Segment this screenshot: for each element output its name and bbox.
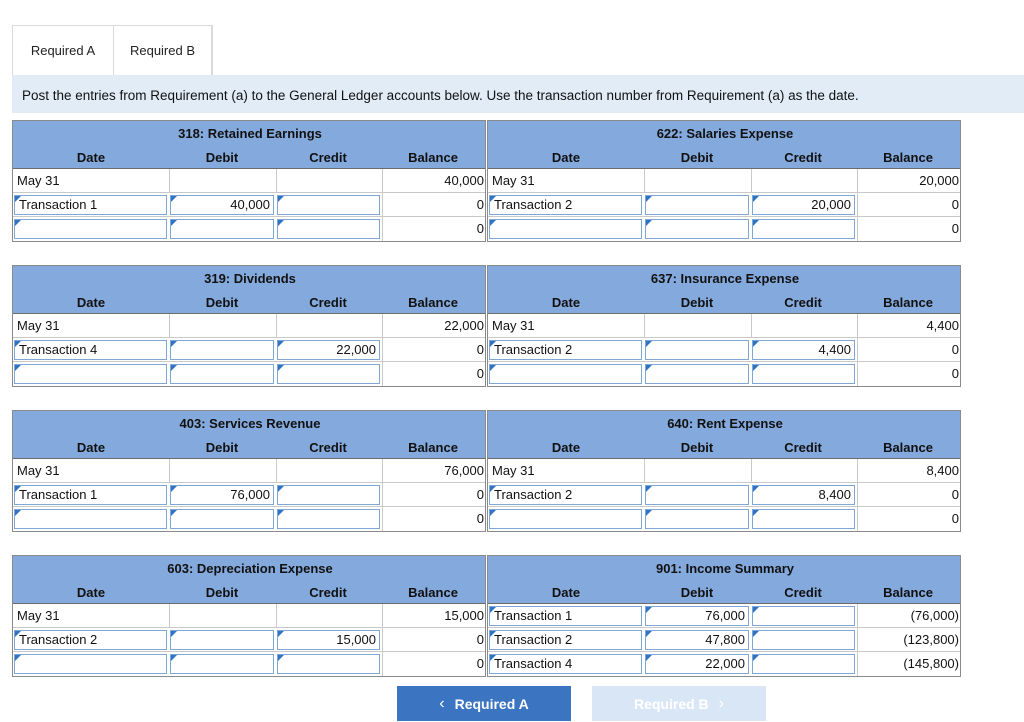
balance-cell: 8,400 <box>857 459 962 483</box>
balance-cell: 0 <box>382 483 487 507</box>
col-header-balance: Balance <box>408 150 458 165</box>
credit-cell <box>751 459 857 483</box>
date-input[interactable]: Transaction 4 <box>489 654 642 674</box>
col-header-date: Date <box>76 150 106 165</box>
col-header-debit: Debit <box>205 585 239 600</box>
date-input[interactable] <box>14 364 167 384</box>
balance-cell: 0 <box>382 652 487 676</box>
credit-input[interactable]: 4,400 <box>752 340 855 360</box>
col-header-date: Date <box>551 150 581 165</box>
col-header-debit: Debit <box>205 150 239 165</box>
ledger-row <box>488 483 960 507</box>
credit-cell <box>276 604 382 628</box>
balance-cell: 0 <box>857 507 962 531</box>
balance-cell: 0 <box>857 217 962 241</box>
col-header-debit: Debit <box>680 150 714 165</box>
credit-input[interactable] <box>277 509 380 529</box>
balance-cell: 0 <box>382 362 487 386</box>
credit-cell <box>276 459 382 483</box>
balance-cell: 4,400 <box>857 314 962 338</box>
col-header-balance: Balance <box>883 295 933 310</box>
credit-input[interactable]: 22,000 <box>277 340 380 360</box>
date-input[interactable]: Transaction 1 <box>489 606 642 626</box>
date-cell: May 31 <box>17 318 60 333</box>
ledger-account <box>12 120 486 242</box>
date-input[interactable]: Transaction 2 <box>14 630 167 650</box>
ledger-row <box>13 217 485 241</box>
ledger-row <box>488 338 960 362</box>
balance-cell: 0 <box>382 217 487 241</box>
col-header-credit: Credit <box>309 295 347 310</box>
ledger-rows <box>488 604 960 676</box>
ledger-header <box>488 266 960 314</box>
ledger-header <box>488 411 960 459</box>
ledger-row <box>13 314 485 338</box>
credit-input[interactable] <box>277 219 380 239</box>
credit-input[interactable] <box>752 630 855 650</box>
date-cell: May 31 <box>17 608 60 623</box>
ledger-rows <box>13 314 485 386</box>
ledger-header <box>13 121 485 169</box>
debit-input[interactable]: 47,800 <box>645 630 749 650</box>
date-input[interactable]: Transaction 2 <box>489 340 642 360</box>
tab-required-a[interactable]: Required A <box>12 25 113 75</box>
credit-input[interactable] <box>752 219 855 239</box>
ledger-row <box>13 507 485 531</box>
ledger-account <box>12 555 486 677</box>
date-input[interactable]: Transaction 4 <box>14 340 167 360</box>
ledger-row <box>488 604 960 628</box>
debit-cell <box>169 169 276 193</box>
ledger-row <box>13 362 485 386</box>
ledger-row <box>488 459 960 483</box>
debit-input[interactable] <box>645 485 749 505</box>
credit-cell <box>751 314 857 338</box>
col-header-credit: Credit <box>309 440 347 455</box>
credit-input[interactable] <box>752 364 855 384</box>
balance-cell: 0 <box>857 338 962 362</box>
col-header-credit: Credit <box>784 440 822 455</box>
debit-input[interactable] <box>170 364 274 384</box>
date-cell: May 31 <box>492 318 535 333</box>
ledger-row <box>13 483 485 507</box>
col-header-date: Date <box>76 440 106 455</box>
date-input[interactable] <box>489 509 642 529</box>
debit-input[interactable] <box>170 219 274 239</box>
ledger-rows <box>13 459 485 531</box>
debit-input[interactable] <box>170 340 274 360</box>
credit-input[interactable]: 15,000 <box>277 630 380 650</box>
col-header-credit: Credit <box>784 150 822 165</box>
balance-cell: 76,000 <box>382 459 487 483</box>
debit-input[interactable] <box>645 364 749 384</box>
credit-cell <box>751 169 857 193</box>
ledger-row <box>13 628 485 652</box>
debit-input[interactable] <box>170 654 274 674</box>
balance-cell: 0 <box>382 507 487 531</box>
col-header-date: Date <box>76 585 106 600</box>
debit-cell <box>169 459 276 483</box>
ledger-row <box>488 169 960 193</box>
debit-input[interactable] <box>645 340 749 360</box>
credit-input[interactable]: 20,000 <box>752 195 855 215</box>
ledger-rows <box>488 314 960 386</box>
ledger-title: 403: Services Revenue <box>179 416 321 431</box>
ledger-rows <box>488 459 960 531</box>
col-header-date: Date <box>551 440 581 455</box>
col-header-balance: Balance <box>883 585 933 600</box>
ledger-title: 319: Dividends <box>204 271 296 286</box>
ledger-title: 622: Salaries Expense <box>656 126 794 141</box>
col-header-balance: Balance <box>883 150 933 165</box>
col-header-date: Date <box>551 585 581 600</box>
date-input[interactable] <box>489 364 642 384</box>
col-header-debit: Debit <box>680 295 714 310</box>
required-a-button[interactable] <box>397 686 571 721</box>
credit-input[interactable] <box>752 606 855 626</box>
ledger-row <box>488 652 960 676</box>
date-input[interactable] <box>14 509 167 529</box>
ledger-account <box>487 120 961 242</box>
balance-cell: 0 <box>382 628 487 652</box>
col-header-date: Date <box>551 295 581 310</box>
debit-input[interactable]: 40,000 <box>170 195 274 215</box>
credit-input[interactable] <box>277 195 380 215</box>
date-cell: May 31 <box>17 173 60 188</box>
balance-cell: (145,800) <box>857 652 962 676</box>
balance-cell: (76,000) <box>857 604 962 628</box>
ledger-title: 637: Insurance Expense <box>650 271 800 286</box>
debit-input[interactable] <box>645 509 749 529</box>
ledger-header <box>488 121 960 169</box>
ledger-title: 640: Rent Expense <box>667 416 783 431</box>
balance-cell: 0 <box>857 362 962 386</box>
col-header-balance: Balance <box>883 440 933 455</box>
tab-required-b[interactable]: Required B <box>113 25 212 75</box>
credit-input[interactable]: 8,400 <box>752 485 855 505</box>
col-header-debit: Debit <box>205 295 239 310</box>
ledger-row <box>13 652 485 676</box>
ledger-row <box>488 314 960 338</box>
col-header-debit: Debit <box>205 440 239 455</box>
required-b-button-label: Required B <box>633 695 709 712</box>
debit-cell <box>644 314 751 338</box>
ledger-row <box>13 193 485 217</box>
debit-input[interactable] <box>645 195 749 215</box>
ledger-header <box>13 556 485 604</box>
col-header-date: Date <box>76 295 106 310</box>
balance-cell: 15,000 <box>382 604 487 628</box>
chevron-left-icon: ‹ <box>439 694 445 712</box>
date-cell: May 31 <box>17 463 60 478</box>
balance-cell: 0 <box>857 193 962 217</box>
ledger-row <box>13 459 485 483</box>
ledger-row <box>488 193 960 217</box>
ledger-account <box>487 265 961 387</box>
balance-cell: 40,000 <box>382 169 487 193</box>
debit-input[interactable] <box>645 219 749 239</box>
credit-cell <box>276 314 382 338</box>
date-input[interactable]: Transaction 2 <box>489 195 642 215</box>
debit-cell <box>644 459 751 483</box>
ledger-title: 318: Retained Earnings <box>178 126 322 141</box>
debit-input[interactable]: 22,000 <box>645 654 749 674</box>
ledger-row <box>488 507 960 531</box>
balance-cell: 0 <box>857 483 962 507</box>
date-input[interactable]: Transaction 2 <box>489 485 642 505</box>
col-header-credit: Credit <box>784 585 822 600</box>
required-a-button-label: Required A <box>454 695 529 712</box>
ledger-account <box>487 410 961 532</box>
debit-input[interactable]: 76,000 <box>645 606 749 626</box>
date-cell: May 31 <box>492 463 535 478</box>
col-header-credit: Credit <box>309 585 347 600</box>
ledger-row <box>13 338 485 362</box>
ledger-row <box>488 217 960 241</box>
ledger-rows <box>13 604 485 676</box>
debit-cell <box>644 169 751 193</box>
ledger-header <box>488 556 960 604</box>
balance-cell: 20,000 <box>857 169 962 193</box>
credit-input[interactable] <box>277 485 380 505</box>
instructions: Post the entries from Requirement (a) to the General Ledger accounts below. Use the transaction number from Requirement (a) as the date. <box>12 75 1024 113</box>
ledger-rows <box>13 169 485 241</box>
debit-input[interactable]: 76,000 <box>170 485 274 505</box>
credit-input[interactable] <box>752 654 855 674</box>
ledger-row <box>488 628 960 652</box>
required-b-button[interactable] <box>592 686 766 721</box>
date-cell: May 31 <box>492 173 535 188</box>
credit-input[interactable] <box>277 364 380 384</box>
debit-cell <box>169 314 276 338</box>
date-input[interactable]: Transaction 1 <box>14 485 167 505</box>
col-header-balance: Balance <box>408 585 458 600</box>
credit-cell <box>276 169 382 193</box>
ledger-title: 603: Depreciation Expense <box>167 561 333 576</box>
ledger-account <box>12 410 486 532</box>
col-header-debit: Debit <box>680 440 714 455</box>
ledger-account <box>487 555 961 677</box>
date-input[interactable]: Transaction 2 <box>489 630 642 650</box>
credit-input[interactable] <box>752 509 855 529</box>
chevron-right-icon: › <box>718 694 724 712</box>
col-header-balance: Balance <box>408 295 458 310</box>
balance-cell: 22,000 <box>382 314 487 338</box>
date-input[interactable] <box>14 219 167 239</box>
col-header-credit: Credit <box>784 295 822 310</box>
requirement-tabs <box>12 25 212 75</box>
debit-input[interactable] <box>170 509 274 529</box>
ledger-rows <box>488 169 960 241</box>
ledger-header <box>13 411 485 459</box>
debit-input[interactable] <box>170 630 274 650</box>
ledger-row <box>13 604 485 628</box>
col-header-credit: Credit <box>309 150 347 165</box>
col-header-balance: Balance <box>408 440 458 455</box>
ledger-title: 901: Income Summary <box>655 561 795 576</box>
balance-cell: (123,800) <box>857 628 962 652</box>
credit-input[interactable] <box>277 654 380 674</box>
ledger-row <box>13 169 485 193</box>
ledger-header <box>13 266 485 314</box>
ledger-account <box>12 265 486 387</box>
date-input[interactable] <box>14 654 167 674</box>
date-input[interactable] <box>489 219 642 239</box>
balance-cell: 0 <box>382 338 487 362</box>
balance-cell: 0 <box>382 193 487 217</box>
col-header-debit: Debit <box>680 585 714 600</box>
date-input[interactable]: Transaction 1 <box>14 195 167 215</box>
debit-cell <box>169 604 276 628</box>
ledger-row <box>488 362 960 386</box>
